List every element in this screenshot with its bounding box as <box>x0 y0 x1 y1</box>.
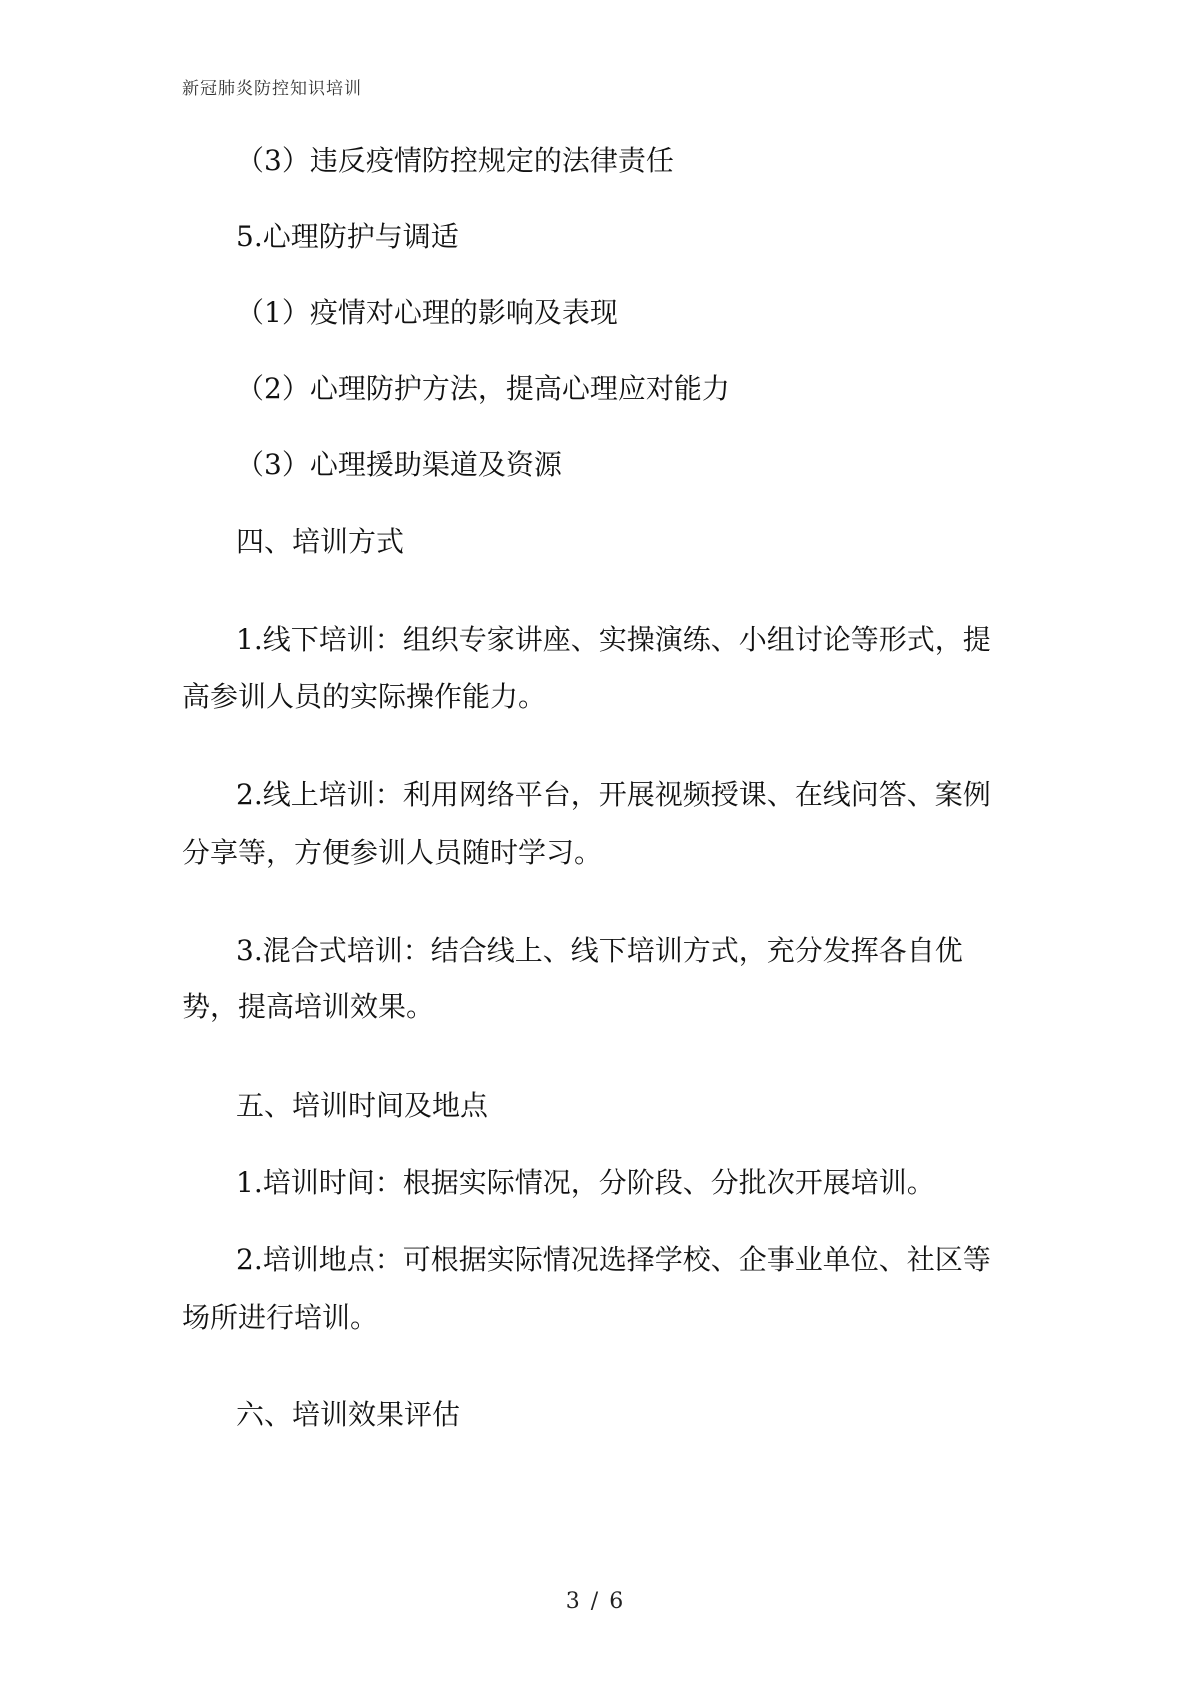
page-number: 3 / 6 <box>565 1589 626 1614</box>
paragraph-offline-training-line2: 高参训人员的实际操作能力。 <box>182 680 547 713</box>
paragraph-psych-impact: （1）疫情对心理的影响及表现 <box>236 296 618 329</box>
paragraph-offline-training-line1: 1.线下培训：组织专家讲座、实操演练、小组讨论等形式，提 <box>236 623 991 656</box>
paragraph-psych-methods: （2）心理防护方法，提高心理应对能力 <box>236 372 730 405</box>
section-heading-evaluation: 六、培训效果评估 <box>236 1398 461 1431</box>
paragraph-training-location-line2: 场所进行培训。 <box>182 1301 379 1334</box>
section-heading-psych-protection: 5.心理防护与调适 <box>236 220 459 253</box>
paragraph-legal-responsibility: （3）违反疫情防控规定的法律责任 <box>236 144 674 177</box>
section-heading-training-methods: 四、培训方式 <box>236 525 405 558</box>
paragraph-hybrid-training-line1: 3.混合式培训：结合线上、线下培训方式，充分发挥各自优 <box>236 934 963 967</box>
paragraph-training-location-line1: 2.培训地点：可根据实际情况选择学校、企事业单位、社区等 <box>236 1243 991 1276</box>
paragraph-training-time: 1.培训时间：根据实际情况，分阶段、分批次开展培训。 <box>236 1166 935 1199</box>
paragraph-hybrid-training-line2: 势，提高培训效果。 <box>182 990 435 1023</box>
paragraph-online-training-line1: 2.线上培训：利用网络平台，开展视频授课、在线问答、案例 <box>236 778 991 811</box>
page-header: 新冠肺炎防控知识培训 <box>182 79 362 99</box>
paragraph-online-training-line2: 分享等，方便参训人员随时学习。 <box>182 836 603 869</box>
section-heading-time-location: 五、培训时间及地点 <box>236 1089 489 1122</box>
paragraph-psych-resources: （3）心理援助渠道及资源 <box>236 448 562 481</box>
